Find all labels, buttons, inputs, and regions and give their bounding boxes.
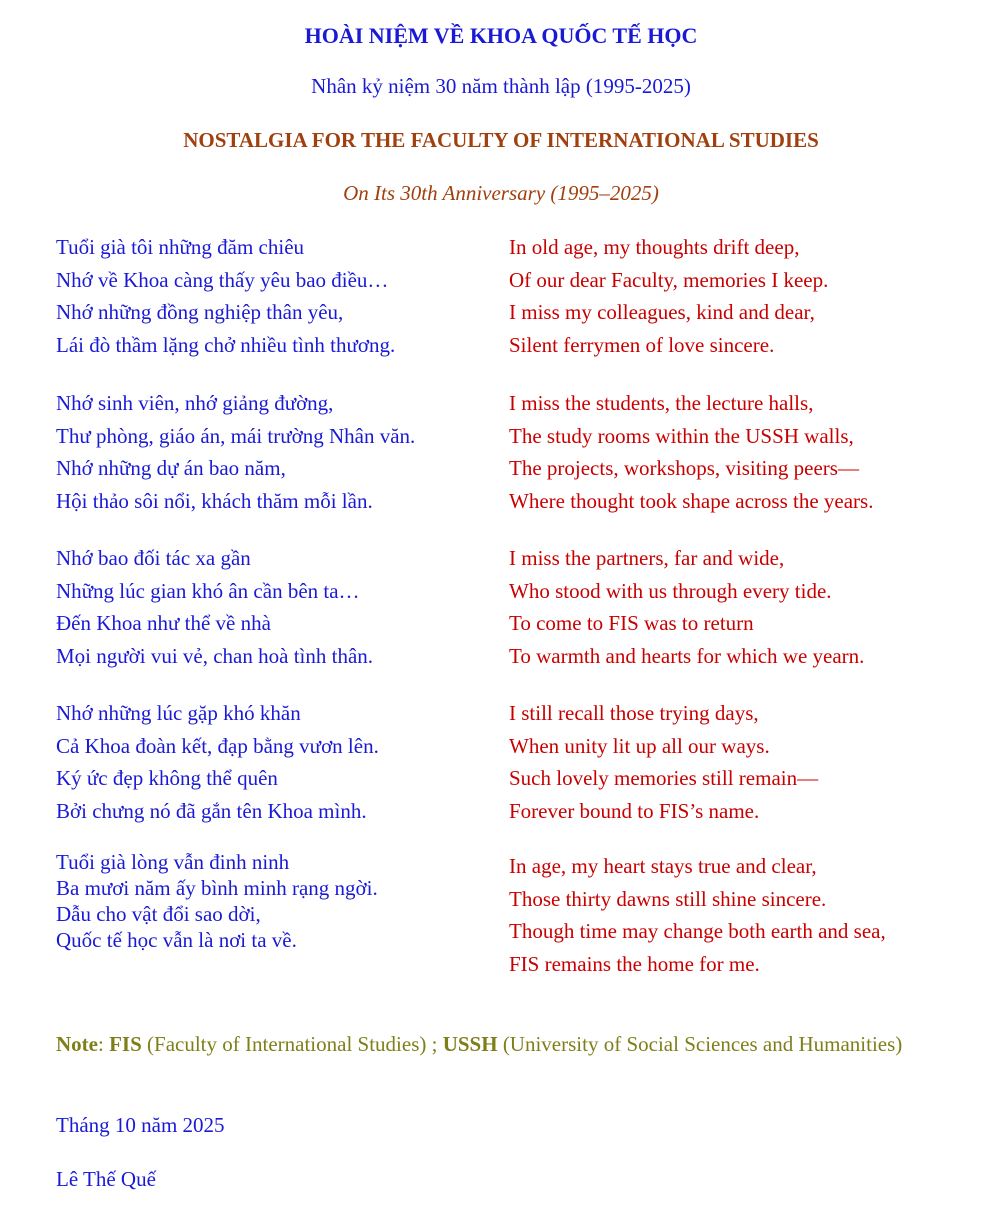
poem-line: The study rooms within the USSH walls, bbox=[509, 423, 854, 448]
poem-line: FIS remains the home for me. bbox=[509, 951, 760, 976]
poem-line: Ba mươi năm ấy bình minh rạng ngời. bbox=[56, 876, 378, 900]
stanza-vi-5 bbox=[56, 849, 516, 953]
poem-line: Of our dear Faculty, memories I keep. bbox=[509, 267, 829, 292]
poem-line: To come to FIS was to return bbox=[509, 611, 754, 635]
poem-line: In old age, my thoughts drift deep, bbox=[509, 235, 800, 259]
poem-line: Silent ferrymen of love sincere. bbox=[509, 332, 775, 357]
poem-line: The projects, workshops, visiting peers— bbox=[509, 456, 859, 480]
poem-line: Lái đò thầm lặng chở nhiều tình thương. bbox=[56, 332, 396, 357]
poem-line: Cả Khoa đoàn kết, đạp bằng vươn lên. bbox=[56, 733, 379, 758]
poem-line: Where thought took shape across the years. bbox=[509, 488, 874, 513]
poem-line: Those thirty dawns still shine sincere. bbox=[509, 886, 827, 911]
poem-line: Who stood with us through every tide. bbox=[509, 578, 832, 603]
poem-line: Nhớ những đồng nghiệp thân yêu, bbox=[56, 300, 344, 324]
fis-definition: (Faculty of International Studies) ; bbox=[141, 1032, 443, 1056]
stanza-vi-3 bbox=[56, 542, 516, 672]
poem-line: To warmth and hearts for which we yearn. bbox=[509, 643, 865, 668]
poem-line: Dẫu cho vật đổi sao dời, bbox=[56, 902, 261, 926]
poem-line: Ký ức đẹp không thể quên bbox=[56, 766, 278, 790]
stanza-en-2 bbox=[509, 387, 969, 517]
stanza-vi-1 bbox=[56, 231, 516, 361]
fis-abbreviation: FIS bbox=[109, 1032, 142, 1056]
poem-line: Đến Khoa như thể về nhà bbox=[56, 611, 271, 635]
ussh-abbreviation: USSH bbox=[442, 1032, 498, 1056]
poem-line: In age, my heart stays true and clear, bbox=[509, 854, 817, 878]
poem-line: Tuổi già tôi những đăm chiêu bbox=[56, 235, 305, 259]
footnote bbox=[56, 1029, 956, 1059]
poem-line: I miss my colleagues, kind and dear, bbox=[509, 300, 815, 324]
poem-line: Forever bound to FIS’s name. bbox=[509, 798, 760, 823]
stanza-en-5 bbox=[509, 850, 969, 980]
poem-line: I still recall those trying days, bbox=[509, 701, 759, 725]
poem-line: Tuổi già lòng vẫn đinh ninh bbox=[56, 850, 290, 874]
poem-line: Những lúc gian khó ân cần bên ta… bbox=[56, 578, 360, 603]
poem-line: Such lovely memories still remain— bbox=[509, 766, 819, 790]
poem-line: Mọi người vui vẻ, chan hoà tình thân. bbox=[56, 643, 374, 668]
ussh-definition: (University of Social Sciences and Humanities) bbox=[497, 1032, 903, 1056]
title-vietnamese: HOÀI NIỆM VỀ KHOA QUỐC TẾ HỌC bbox=[304, 23, 698, 48]
poem-line: Nhớ bao đối tác xa gần bbox=[56, 546, 251, 570]
subtitle-english: On Its 30th Anniversary (1995–2025) bbox=[343, 181, 659, 205]
poem-line: Thư phòng, giáo án, mái trường Nhân văn. bbox=[56, 423, 416, 448]
stanza-vi-2 bbox=[56, 387, 516, 517]
date-line: Tháng 10 năm 2025 bbox=[56, 1113, 225, 1137]
poem-line: Nhớ sinh viên, nhớ giảng đường, bbox=[56, 391, 334, 415]
poem-line: I miss the students, the lecture halls, bbox=[509, 391, 814, 415]
note-label: Note bbox=[56, 1032, 98, 1056]
note-separator: : bbox=[97, 1032, 110, 1056]
poem-line: Nhớ những dự án bao năm, bbox=[56, 456, 286, 480]
stanza-en-3 bbox=[509, 542, 969, 672]
poem-line: Hội thảo sôi nổi, khách thăm mỗi lần. bbox=[56, 488, 373, 513]
stanza-en-4 bbox=[509, 697, 969, 827]
poem-line: I miss the partners, far and wide, bbox=[509, 546, 785, 570]
title-english: NOSTALGIA FOR THE FACULTY OF INTERNATIONAL STUDIES bbox=[183, 128, 819, 152]
poem-line: Though time may change both earth and sea, bbox=[509, 919, 886, 943]
poem-line: Quốc tế học vẫn là nơi ta về. bbox=[56, 928, 297, 952]
poem-line: Nhớ về Khoa càng thấy yêu bao điều… bbox=[56, 267, 389, 292]
poem-line: Nhớ những lúc gặp khó khăn bbox=[56, 701, 301, 725]
author-name: Lê Thế Quế bbox=[56, 1167, 156, 1191]
poem-line: When unity lit up all our ways. bbox=[509, 733, 770, 758]
stanza-en-1 bbox=[509, 231, 969, 361]
stanza-vi-4 bbox=[56, 697, 516, 827]
subtitle-vietnamese: Nhân kỷ niệm 30 năm thành lập (1995-2025) bbox=[311, 74, 691, 98]
poem-line: Bởi chưng nó đã gắn tên Khoa mình. bbox=[56, 798, 367, 823]
